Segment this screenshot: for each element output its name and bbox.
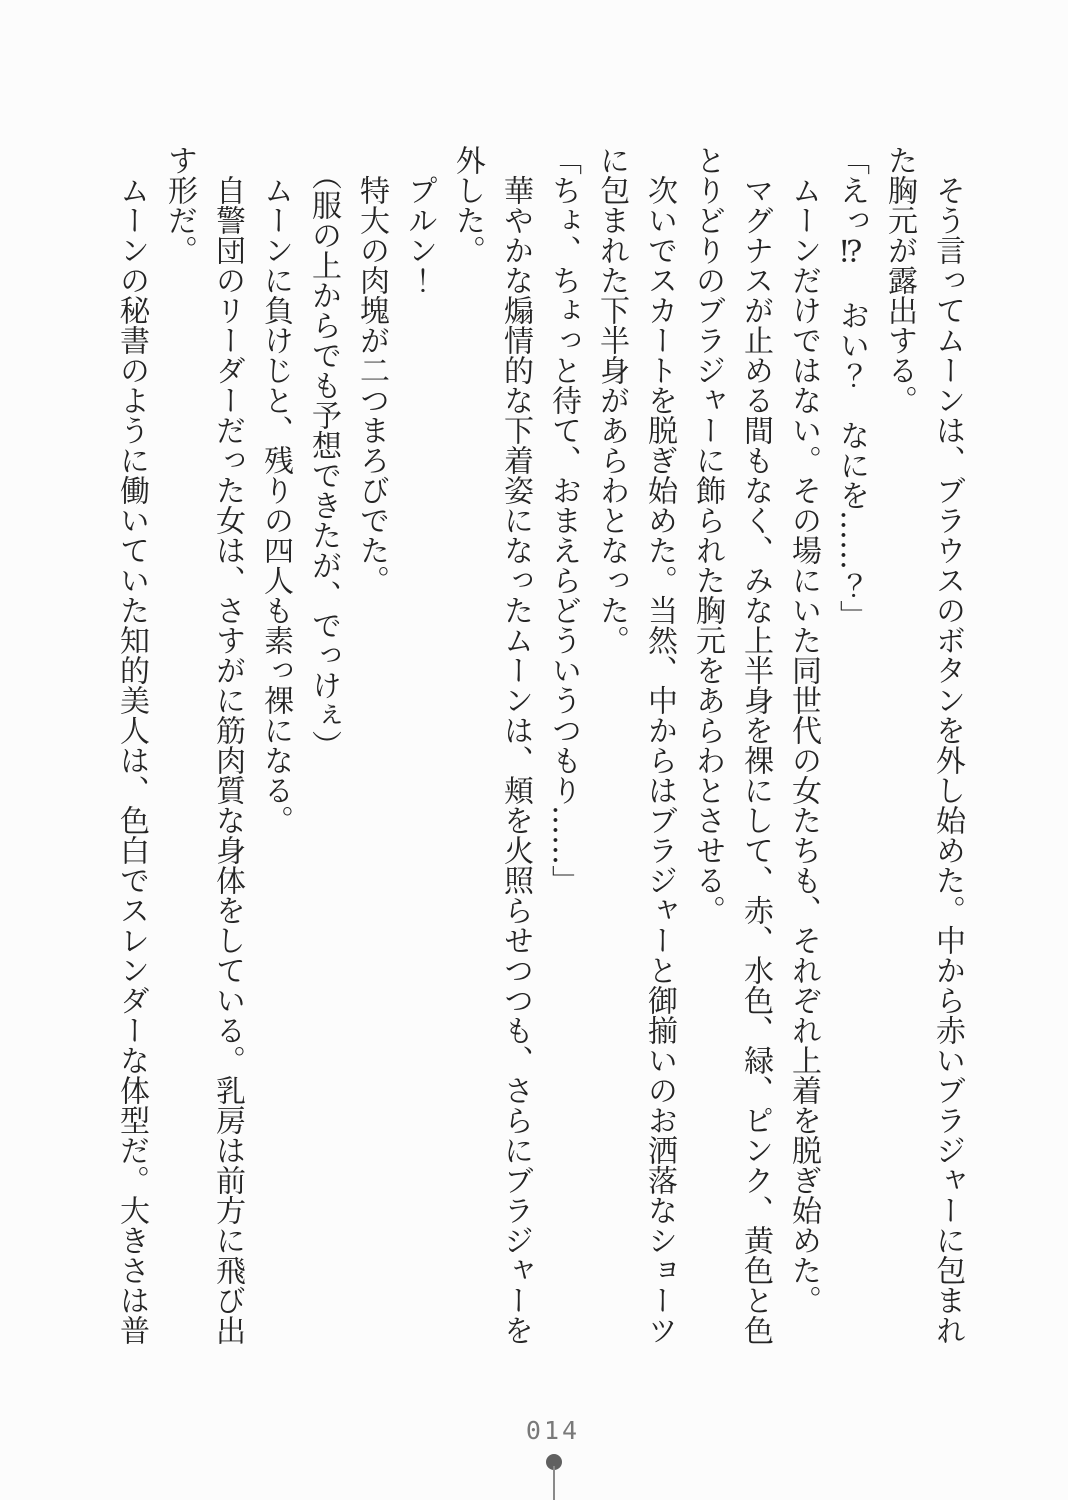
text-line: す形だ。 <box>162 145 197 265</box>
text-line: 自警団のリーダーだった女は、さすがに筋肉質な身体をしている。乳房は前方に飛び出 <box>210 145 245 1345</box>
text-line-dialogue: 「えっ⁉ おい？ なにを……？」 <box>834 145 869 630</box>
text-line: マグナスが止める間もなく、みな上半身を裸にして、赤、水色、緑、ピンク、黄色と色 <box>738 145 773 1345</box>
text-line: ムーンの秘書のように働いていた知的美人は、色白でスレンダーな体型だ。大きさは普 <box>114 145 149 1345</box>
text-line: ムーンだけではない。その場にいた同世代の女たちも、それぞれ上着を脱ぎ始めた。 <box>786 145 821 1315</box>
text-line-dialogue: 「ちょ、ちょっと待て、おまえらどういうつもり……」 <box>546 145 581 895</box>
vertical-text-block <box>107 145 971 1345</box>
text-line: 外した。 <box>450 145 485 265</box>
page-number: 014 <box>525 1416 581 1445</box>
text-line: そう言ってムーンは、ブラウスのボタンを外し始めた。中から赤いブラジャーに包まれ <box>930 145 965 1345</box>
text-line: 特大の肉塊が二つまろびでた。 <box>354 145 389 595</box>
text-line: プルン！ <box>402 145 437 295</box>
text-line: 次いでスカートを脱ぎ始めた。当然、中からはブラジャーと御揃いのお洒落なショーツ <box>642 145 677 1345</box>
text-line: 華やかな煽情的な下着姿になったムーンは、頬を火照らせつつも、さらにブラジャーを <box>498 145 533 1345</box>
text-line: （服の上からでも予想できたが、でっけぇ） <box>306 145 341 760</box>
text-line: に包まれた下半身があらわとなった。 <box>594 145 629 655</box>
text-line: た胸元が露出する。 <box>882 145 917 415</box>
text-line: ムーンに負けじと、残りの四人も素っ裸になる。 <box>258 145 293 835</box>
page-marker-line <box>553 1466 555 1500</box>
text-line: とりどりのブラジャーに飾られた胸元をあらわとさせる。 <box>690 145 725 925</box>
